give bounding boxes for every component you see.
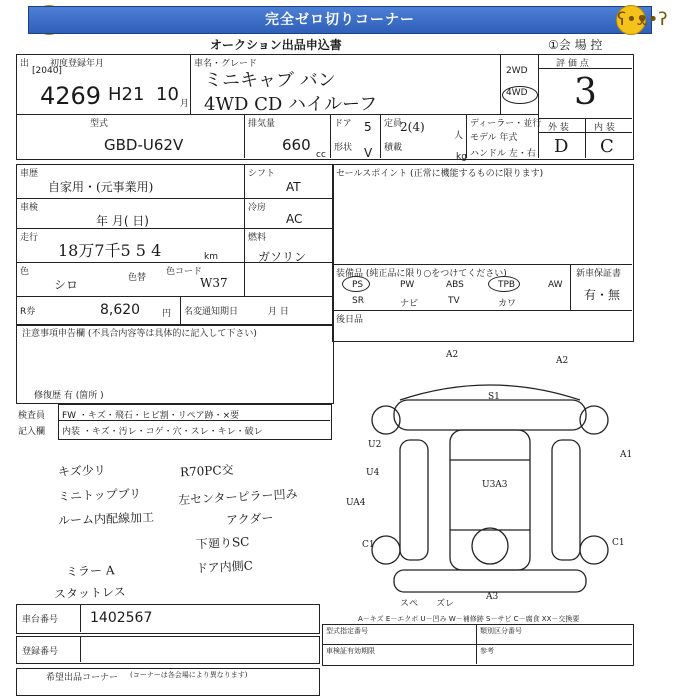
model-year-label: モデル 年式: [470, 133, 518, 143]
fuel-value: ガソリン: [258, 250, 307, 264]
note-left-4: ミラー A: [65, 563, 115, 579]
shift-value: AT: [286, 180, 301, 194]
new-car-value: 有・無: [584, 288, 621, 302]
cc-unit: cc: [316, 150, 326, 160]
color-code-label: 色コード: [166, 267, 203, 277]
recycle-value: 8,620: [100, 302, 141, 318]
month: 10: [156, 84, 179, 105]
mark-u2: U2: [368, 440, 382, 450]
mark-a2-front-left: A2: [446, 350, 459, 360]
displacement: 660: [282, 136, 311, 154]
rear-seat-label: 後日品: [336, 315, 364, 325]
mark-a3-rear: A3: [486, 592, 499, 602]
handle-label: ハンドル 左・右: [470, 149, 536, 159]
int-label: 内 装: [594, 123, 615, 133]
note-center-3: アクダー: [225, 510, 274, 528]
form-title: オークション出品申込書: [210, 38, 342, 52]
equip-pw: PW: [400, 280, 415, 290]
color-change-label: 色替: [128, 273, 147, 283]
wish-label: 希望出品コーナー: [46, 673, 119, 683]
note-left-1: キズ少リ: [57, 463, 107, 479]
door-count: 5: [364, 120, 372, 134]
color-label: 色: [20, 267, 30, 277]
mark-c1-right: C1: [612, 538, 625, 548]
drive-4wd: 4WD: [506, 88, 528, 98]
mark-a2-front-right: A2: [556, 356, 569, 366]
selling-points-label: セールスポイント (正常に機能するものに限ります): [336, 169, 544, 179]
car-grade: 4WD CD ハイルーフ: [204, 94, 378, 115]
equip-navi: ナビ: [400, 299, 419, 309]
fw-line: FW ・キズ・飛石・ヒビ割・リペア跡・×要: [62, 411, 240, 421]
damage-legend: A－キズ E－エクボ U－凹み W－補修跡 S－サビ C－腐食 XX－交換要: [358, 615, 580, 623]
int-grade: C: [600, 136, 614, 157]
reg-label: 登録番号: [22, 647, 59, 657]
equip-aw: AW: [548, 280, 563, 290]
equip-abs: ABS: [446, 280, 464, 290]
inspection-value: 年 月( 日): [96, 214, 149, 228]
ext-grade: D: [554, 136, 569, 157]
form-right-box: [322, 624, 634, 666]
diagram-spare: [472, 528, 508, 564]
capacity-unit: 人: [454, 131, 464, 141]
diagram-wheel-rr: [580, 536, 608, 564]
entry-label: 記入欄: [18, 427, 46, 437]
chassis-box: [16, 604, 320, 634]
model-label: 型式: [90, 119, 109, 129]
diagram-wheel-fl: [372, 406, 400, 434]
diagram-rear-bumper: [394, 570, 586, 592]
note-center-2: 左センターピラー凹み: [177, 486, 298, 508]
load-label: 積載: [384, 143, 403, 153]
notes-title: 注意事項申告欄 (不具合内容等は具体的に記入して下さい): [22, 329, 257, 339]
year-label: 初度登録年月: [50, 59, 105, 69]
form-label-1: 型式指定番号: [326, 627, 368, 635]
ac-value: AC: [286, 212, 303, 226]
mileage-unit: km: [204, 252, 218, 262]
form-label-4: 参考: [480, 647, 494, 655]
equip-tpb-circle: [488, 276, 520, 292]
shape: V: [364, 146, 373, 160]
diagram-front-bumper: [394, 400, 586, 430]
capacity: 2(4): [400, 120, 425, 134]
chassis-label: 車台番号: [22, 615, 59, 625]
diagram-wheel-rl: [372, 536, 400, 564]
diagram-wheel-fr: [580, 406, 608, 434]
note-center-1: R70PC交: [179, 462, 234, 480]
equip-sr: SR: [352, 296, 364, 306]
dealer-label: ディーラー・並行: [470, 119, 542, 129]
usage-value: 自家用・(元事業用): [48, 180, 154, 194]
car-label: 車名・グレード: [194, 59, 258, 69]
copy-label: ①会 場 控: [548, 38, 603, 52]
shape-label: 形状: [334, 143, 353, 153]
note-center-4: 下廻りSC: [195, 534, 250, 552]
selling-frame: [332, 164, 634, 342]
diagram-right-side: [552, 440, 580, 560]
usage-label: 車歴: [20, 169, 39, 179]
mark-ua4: UA4: [346, 498, 366, 508]
equip-ps: PS: [352, 280, 364, 290]
banner-title: 完全ゼロ切りコーナー: [265, 12, 415, 28]
tax-value: 月 日: [268, 307, 289, 317]
equip-tv: TV: [448, 296, 460, 306]
equip-tpb: TPB: [498, 280, 516, 290]
bear-mascot-right-icon: ʕ•ᴥ•ʔ: [616, 5, 646, 35]
inspection-label: 車検: [20, 203, 39, 213]
car-name: ミニキャブ バン: [204, 70, 336, 91]
fuel-label: 燃料: [248, 233, 267, 243]
mark-zure: ズレ: [436, 599, 455, 609]
color-value: シロ: [54, 278, 79, 292]
mark-s1: S1: [488, 392, 500, 402]
capacity-label: 定員: [384, 119, 403, 129]
recycle-label: R券: [20, 307, 36, 317]
mark-u3a3: U3A3: [482, 480, 508, 490]
mileage-value: 18万7千5 5 4: [58, 241, 162, 260]
color-code: W37: [200, 276, 228, 290]
reg-box: [16, 636, 320, 664]
door-label: ドア: [334, 119, 352, 129]
month-suffix: 月: [180, 99, 190, 109]
lot-number: 4269: [40, 82, 102, 110]
wish-note: (コーナーは各会場により異なります): [130, 671, 248, 679]
mark-c1-left: C1: [362, 540, 375, 550]
mark-a1: A1: [620, 450, 633, 460]
form-label-2: 類別区分番号: [480, 627, 522, 635]
note-left-2: ミニトップブリ: [57, 486, 142, 504]
diagram-roof: [450, 430, 530, 570]
tax-label: 名変通知期日: [184, 307, 239, 317]
banner: [28, 6, 652, 34]
equipment-label: 装備品 (純正品に限り○をつけてください): [336, 269, 507, 279]
grade-label: 評 価 点: [556, 59, 589, 69]
diagram-left-side: [400, 440, 428, 560]
mileage-label: 走行: [20, 233, 39, 243]
form-label-3: 車検証有効期限: [326, 647, 375, 655]
ext-label: 外 装: [548, 123, 569, 133]
drive-2wd: 2WD: [506, 66, 528, 76]
era: H21: [108, 84, 145, 105]
repair-history: 修復歴 有 (箇所 ): [34, 391, 104, 401]
model-code: GBD-U62V: [104, 136, 184, 154]
displacement-label: 排気量: [248, 119, 276, 129]
kg-unit: kg: [456, 152, 467, 162]
new-car-label: 新車保証書: [576, 269, 622, 279]
equip-ps-circle: [342, 276, 370, 292]
chassis-ref: [2040]: [32, 66, 62, 76]
note-left-3: ルーム内配線加工: [57, 510, 155, 528]
shift-label: シフト: [248, 169, 276, 179]
inspector-label: 検査員: [18, 411, 46, 421]
ac-label: 冷房: [248, 203, 267, 213]
recycle-unit: 円: [162, 309, 172, 319]
grade-score: 3: [574, 72, 597, 113]
lot-label: 出: [20, 59, 30, 69]
interior-line: 内装 ・キズ・汚レ・コゲ・穴・スレ・キレ・破レ: [62, 427, 263, 437]
note-center-5: ドア内側C: [195, 558, 254, 576]
chassis-number: 1402567: [90, 610, 153, 626]
note-left-5: スタットレス: [53, 584, 126, 602]
mark-spare: スペ: [400, 599, 419, 609]
equip-leather: カワ: [498, 299, 517, 309]
mark-u4: U4: [366, 468, 380, 478]
